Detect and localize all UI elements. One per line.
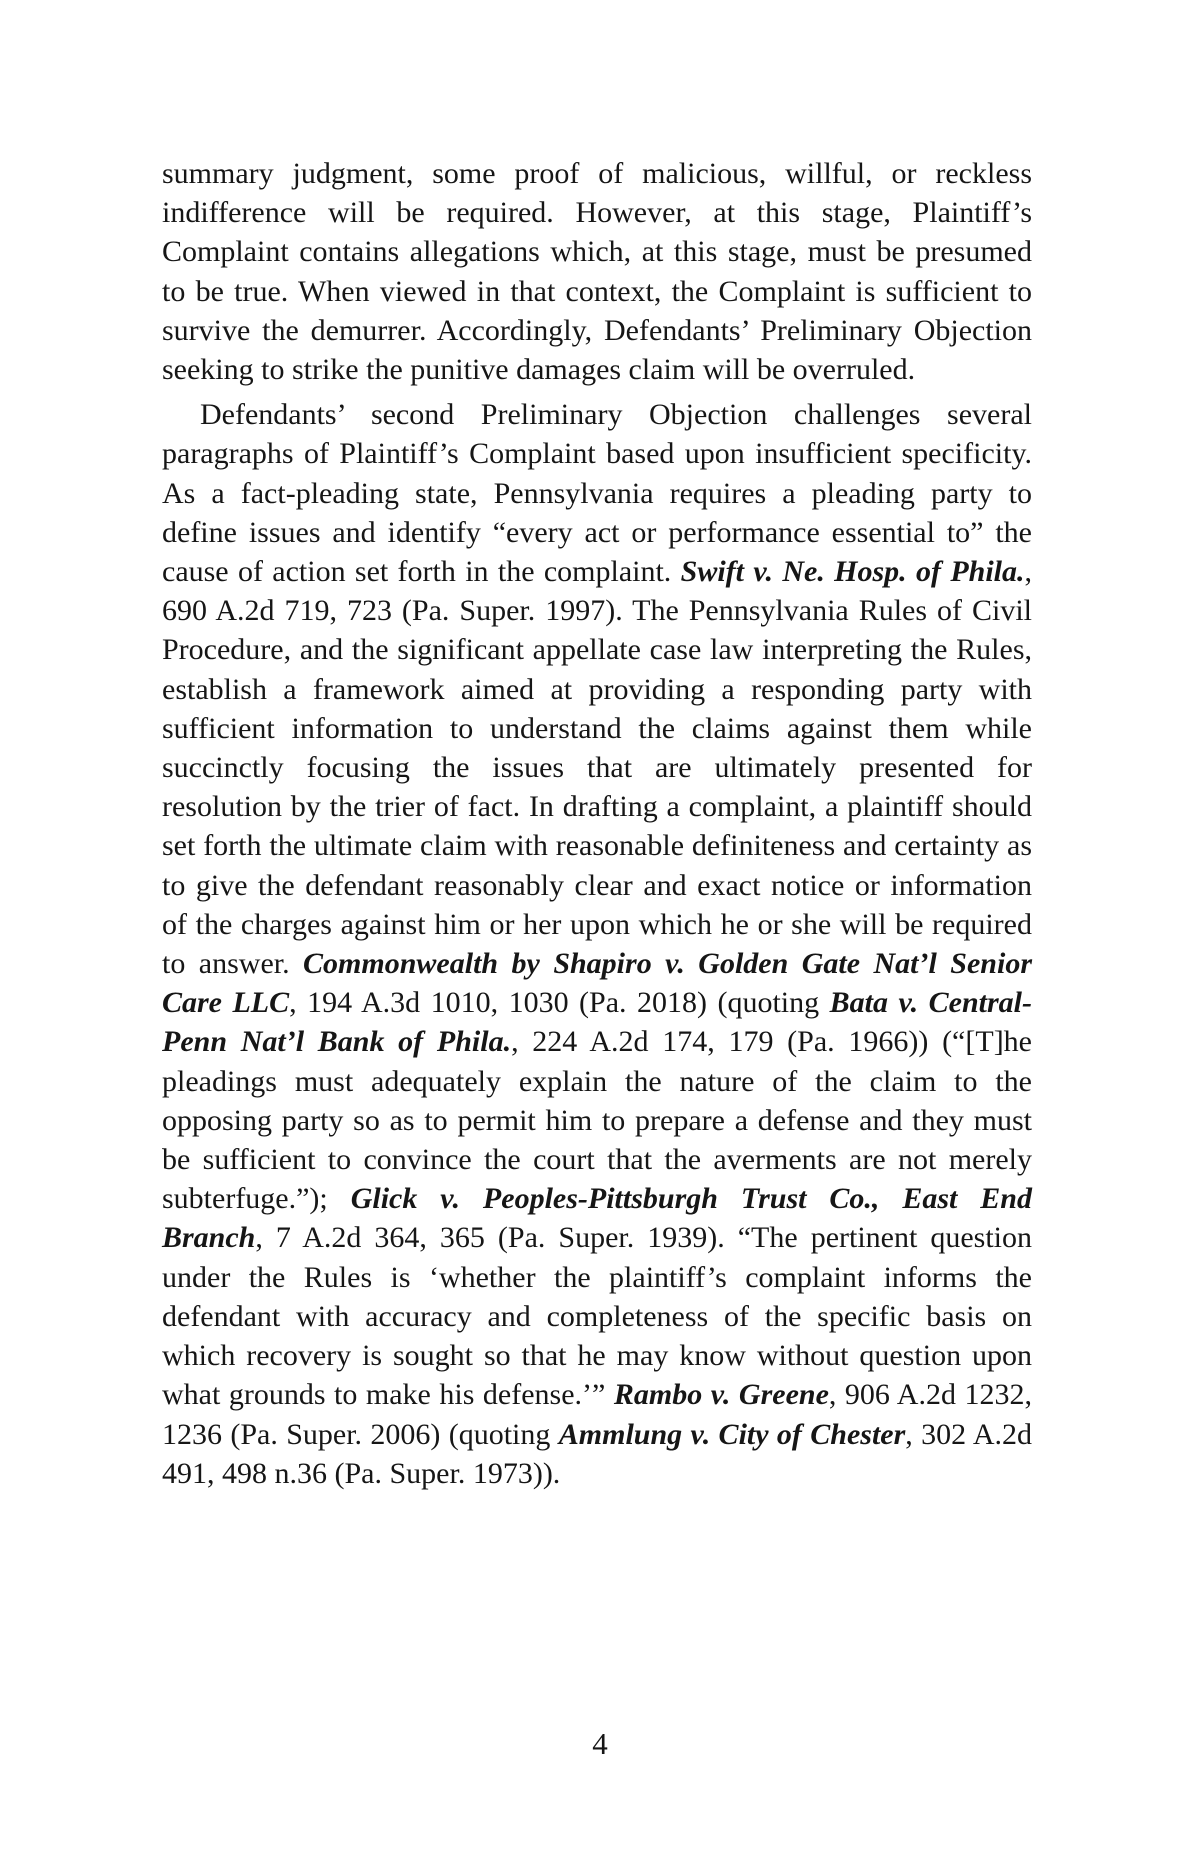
paragraph-text: summary judgment, some proof of malicious, willful, or reckless indifference will be required. However, at this stage, Plaintiff’s Complaint contains allegations which, at this stage, must be presumed to be true. When viewed in that context, the Complaint is sufficient to survive the demurrer. Accordingly, Defendants’ Preliminary Objection seeking to strike the punitive damages claim will be overruled.: [162, 157, 1032, 387]
paragraph-text: , 302 A.2d 491, 498 n.36 (Pa. Super. 1973)).: [162, 1417, 1033, 1490]
case-citation: Rambo v. Greene: [613, 1378, 829, 1412]
paragraph-text: , 194 A.3d 1010, 1030 (Pa. 2018) (quoting: [289, 986, 830, 1020]
page-number: 4: [592, 1726, 608, 1761]
paragraph-text: , 224 A.2d 174, 179 (Pa. 1966)) (“[T]he pleadings must adequately explain the nature of the claim to the opposing party so as to permit him to prepare a defense and they must be sufficient to convince the court that the averments are not merely subterfuge.”);: [162, 1025, 1032, 1216]
case-citation: Ammlung v. City of Chester: [558, 1417, 906, 1451]
case-citation: Glick v. Peoples-Pittsburgh Trust Co., East End Branch: [162, 1182, 1032, 1255]
case-citation: Swift v. Ne. Hosp. of Phila.: [680, 555, 1025, 589]
paragraph-specificity: [162, 395, 1032, 1493]
body-text: [162, 154, 1032, 1493]
paragraph-text: , 690 A.2d 719, 723 (Pa. Super. 1997). The Pennsylvania Rules of Civil Procedure, and the significant appellate case law interpreting the Rules, establish a framework aimed at providing a responding party with sufficient information to understand the claims against them while succinctly focusing the issues that are ultimately presented for resolution by the trier of fact. In drafting a complaint, a plaintiff should set forth the ultimate claim with reasonable definiteness and certainty as to give the defendant reasonably clear and exact notice or information of the charges against him or her upon which he or she will be required to answer.: [162, 555, 1032, 981]
case-citation: Commonwealth by Shapiro v. Golden Gate Nat’l Senior Care LLC: [162, 947, 1032, 1020]
paragraph-text: Defendants’ second Preliminary Objection challenges several paragraphs of Plaintiff’s Complaint based upon insufficient specificity. As a fact-pleading state, Pennsylvania requires a pleading party to define issues and identify “every act or performance essential to” the cause of action set forth in the complaint.: [162, 398, 1032, 589]
paragraph-punitive-damages: [162, 154, 1032, 389]
paragraph-text: , 7 A.2d 364, 365 (Pa. Super. 1939). “The pertinent question under the Rules is ‘whether the plaintiff’s complaint informs the defendant with accuracy and completeness of the specific basis on which recovery is sought so that he may know without question upon what grounds to make his defense.’”: [162, 1221, 1032, 1412]
paragraph-text: , 906 A.2d 1232, 1236 (Pa. Super. 2006) (quoting: [162, 1378, 1032, 1451]
case-citation: Bata v. Central-Penn Nat’l Bank of Phila.: [162, 986, 1032, 1059]
